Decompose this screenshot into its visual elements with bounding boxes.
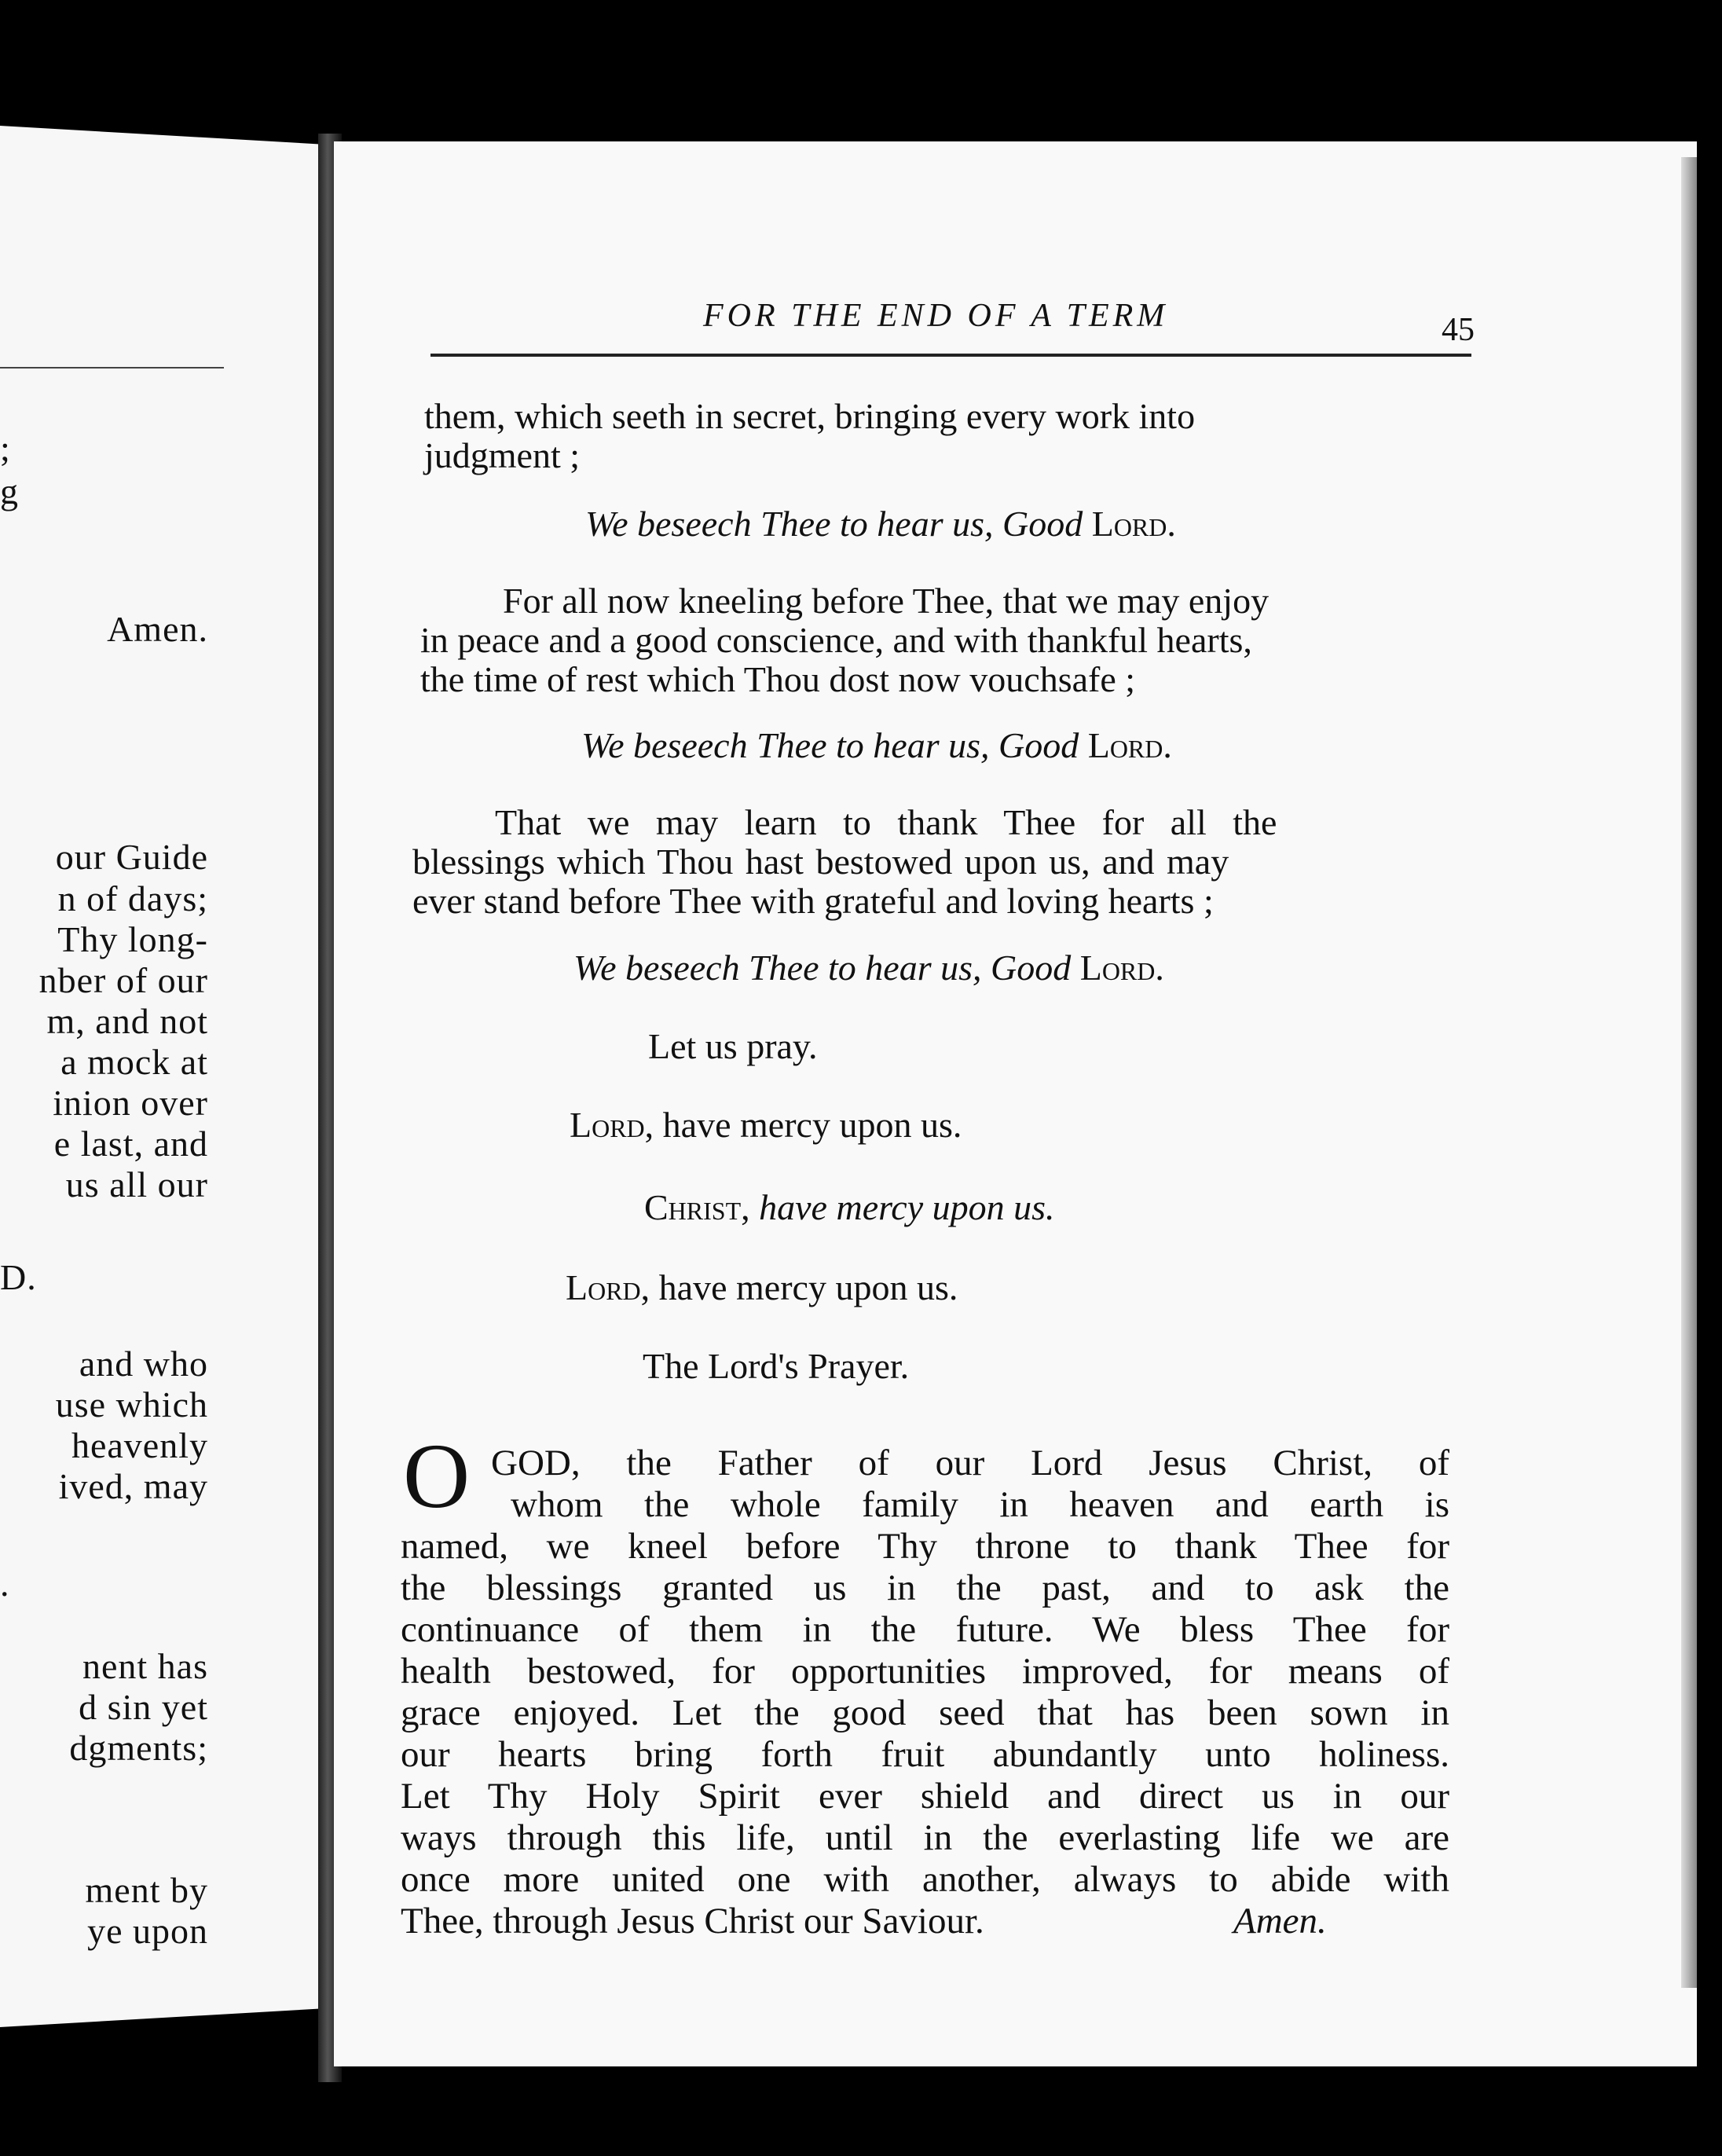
- collect-line: GOD, the Father of our Lord Jesus Christ, of: [491, 1443, 1449, 1483]
- collect-line: our hearts bring forth fruit abundantly unto holiness.: [401, 1734, 1449, 1775]
- page-number: 45: [1442, 312, 1475, 348]
- collect-line: continuance of them in the future. We bless Thee for: [401, 1609, 1449, 1650]
- left-page-line: nent has: [82, 1646, 208, 1686]
- left-page-line: .: [0, 1564, 10, 1604]
- left-page-line: Amen.: [107, 609, 208, 649]
- collect-line: once more united one with another, always to abide with: [401, 1859, 1449, 1900]
- versicle-lord-1: [570, 1104, 962, 1146]
- versicle-lord: Lord,: [566, 1267, 650, 1307]
- page-edge: [1681, 157, 1697, 1988]
- left-page-line: ;: [0, 428, 11, 468]
- versicle-mercy: have mercy upon us.: [658, 1267, 958, 1307]
- litany-response: [573, 947, 1164, 988]
- left-page-line: e last, and: [53, 1124, 208, 1164]
- left-page-line: ived, may: [58, 1466, 208, 1506]
- versicle-lord-2: [566, 1267, 958, 1308]
- litany-line: blessings which Thou hast bestowed upon us, and may: [412, 842, 1229, 882]
- left-page-rule: [0, 367, 224, 368]
- left-page-line: nber of our: [38, 960, 208, 1000]
- left-page-line: and who: [79, 1344, 208, 1384]
- collect-line: health bestowed, for opportunities improved, for means of: [401, 1651, 1449, 1692]
- collect-line: grace enjoyed. Let the good seed that has been sown in: [401, 1692, 1449, 1733]
- left-page-line: our Guide: [55, 837, 208, 877]
- left-page-line: m, and not: [46, 1001, 208, 1041]
- collect-amen: Amen.: [1233, 1901, 1327, 1942]
- litany-line: For all now kneeling before Thee, that we may enjoy: [503, 581, 1270, 621]
- versicle-mercy: have mercy upon us.: [662, 1105, 962, 1145]
- left-page-line: heavenly: [71, 1425, 208, 1465]
- versicle-christ-name: Christ,: [644, 1187, 750, 1227]
- versicle-christ: [644, 1186, 1055, 1228]
- litany-line: the time of rest which Thou dost now vouchsafe ;: [420, 659, 1136, 699]
- lords-prayer: The Lord's Prayer.: [643, 1346, 910, 1386]
- left-page-line: d sin yet: [79, 1687, 208, 1727]
- header-rule: [430, 354, 1471, 357]
- response-lord: Lord.: [1087, 725, 1172, 765]
- litany-line: in peace and a good conscience, and with thankful hearts,: [420, 620, 1252, 660]
- litany-line: judgment ;: [424, 435, 581, 475]
- drop-cap: O: [403, 1424, 471, 1527]
- collect-line: Let Thy Holy Spirit ever shield and direct us in our: [401, 1776, 1449, 1817]
- left-page-line: use which: [55, 1384, 208, 1424]
- litany-paragraph-3: [412, 803, 1465, 921]
- litany-line: That we may learn to thank Thee for all the: [495, 802, 1277, 842]
- left-page-line: dgments;: [69, 1728, 208, 1768]
- left-page-line: a mock at: [60, 1042, 208, 1082]
- collect-line: ways through this life, until in the everlasting life we are: [401, 1817, 1449, 1858]
- left-page-line: us all our: [65, 1164, 208, 1204]
- collect-line: named, we kneel before Thy throne to thank Thee for: [401, 1526, 1449, 1567]
- left-page-line: inion over: [53, 1083, 208, 1123]
- collect-line: Thee, through Jesus Christ our Saviour.: [401, 1901, 984, 1942]
- litany-line: ever stand before Thee with grateful and loving hearts ;: [412, 881, 1214, 921]
- response-text: We beseech Thee to hear us, Good: [581, 725, 1079, 765]
- left-page-line: D.: [0, 1257, 37, 1297]
- left-page-line: ment by: [85, 1870, 208, 1910]
- let-us-pray: Let us pray.: [648, 1026, 818, 1066]
- collect-line: the blessings granted us in the past, and to ask the: [401, 1568, 1449, 1608]
- collect-line: whom the whole family in heaven and earth is: [511, 1484, 1449, 1525]
- left-page-line: ye upon: [87, 1911, 208, 1951]
- left-page-line: n of days;: [57, 878, 208, 918]
- litany-paragraph-1: [424, 397, 1473, 475]
- versicle-lord: Lord,: [570, 1105, 654, 1145]
- left-page-line: g: [0, 471, 19, 512]
- versicle-christ-mercy: have mercy upon us.: [759, 1187, 1055, 1227]
- response-text: We beseech Thee to hear us, Good: [573, 948, 1072, 988]
- response-lord: Lord.: [1079, 948, 1164, 988]
- litany-line: them, which seeth in secret, bringing every work into: [424, 396, 1196, 436]
- response-lord: Lord.: [1091, 504, 1176, 544]
- running-title: FOR THE END OF A TERM: [703, 298, 1169, 334]
- left-page-line: Thy long-: [57, 919, 208, 959]
- response-text: We beseech Thee to hear us, Good: [585, 504, 1083, 544]
- litany-paragraph-2: [420, 581, 1469, 699]
- litany-response: [585, 503, 1176, 544]
- litany-response: [581, 724, 1172, 766]
